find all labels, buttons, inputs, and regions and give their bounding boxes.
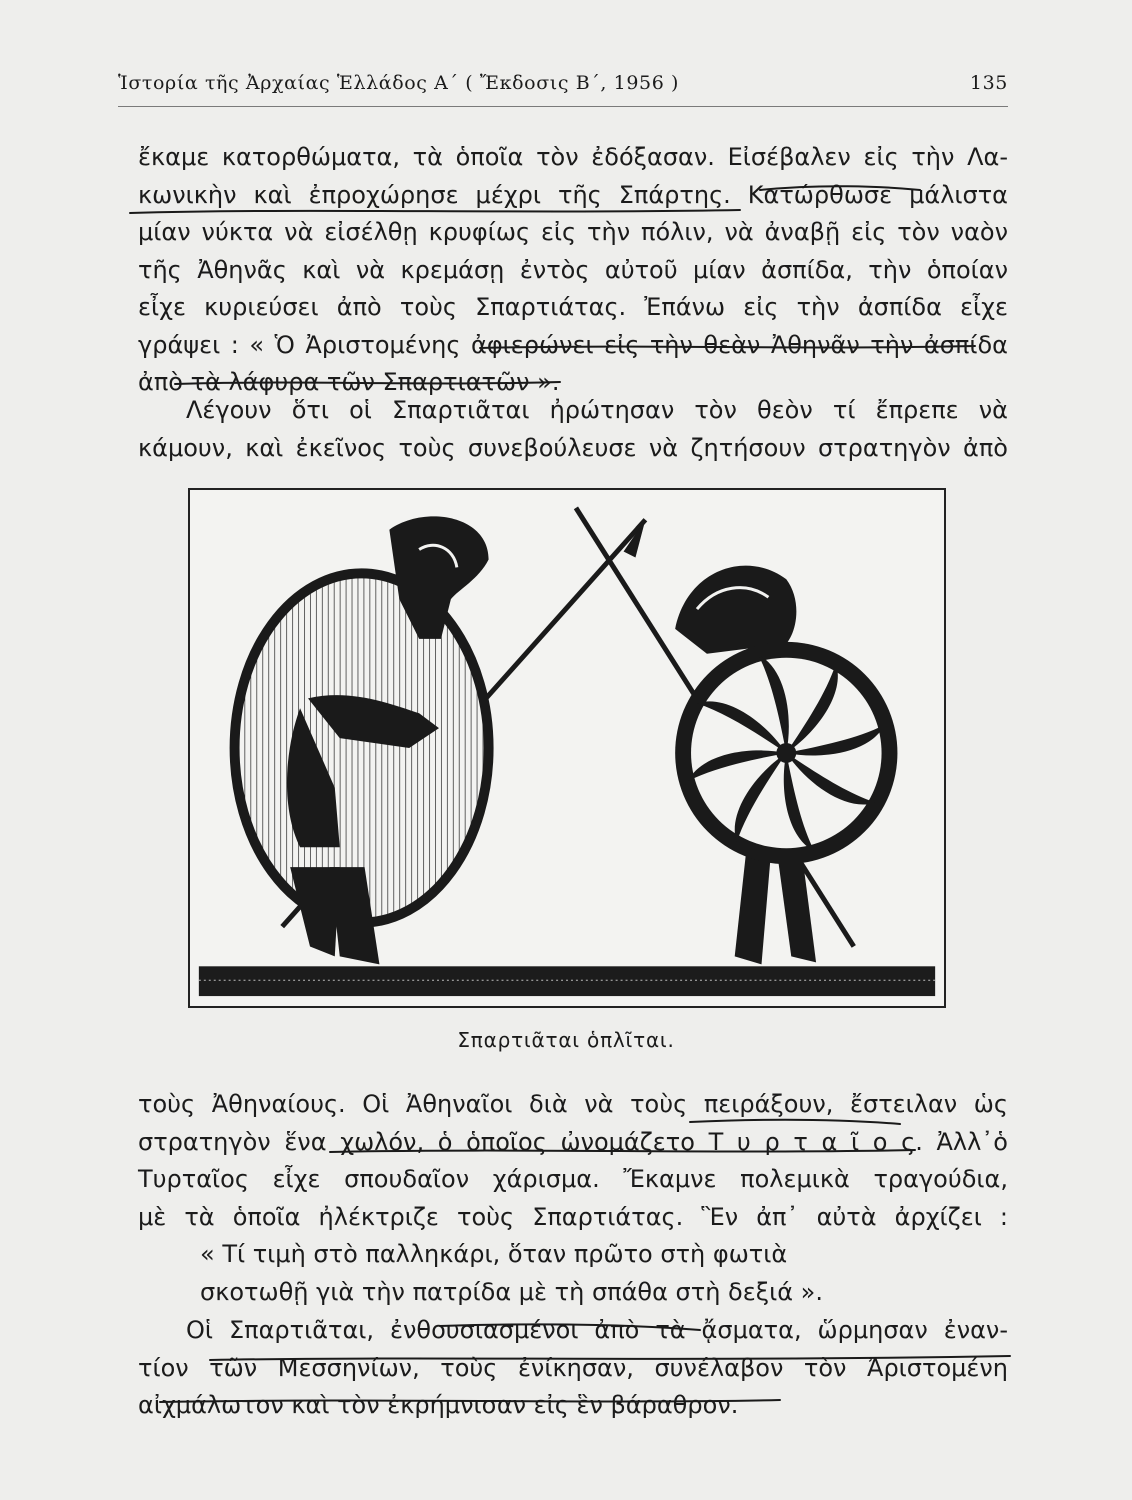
running-title: Ἱστορία τῆς Ἀρχαίας Ἑλλάδος Α΄ ( Ἔκδοσις Β΄, 1956 ): [118, 72, 680, 94]
hoplites-illustration: [188, 488, 946, 1008]
text-line: Λέγουν ὅτι οἱ Σπαρτιᾶται ἠρώτησαν τὸν θεὸν τί ἔπρεπε νὰ: [186, 396, 1008, 424]
verse-line: « Τί τιμὴ στὸ παλληκάρι, ὅταν πρῶτο στὴ φωτιὰ: [200, 1240, 788, 1268]
left-hoplite: [235, 516, 489, 964]
figure-caption: Σπαρτιᾶται ὁπλῖται.: [457, 1028, 675, 1052]
running-header: [118, 72, 1008, 104]
text-line: τίον τῶν Μεσσηνίων, τοὺς ἐνίκησαν, συνέλαβον τὸν Ἀριστομένη: [138, 1353, 1008, 1382]
text-line: τοὺς Ἀθηναίους. Οἱ Ἀθηναῖοι διὰ νὰ τοὺς πειράξουν, ἔστειλαν ὡς: [138, 1090, 1008, 1118]
hoplites-engraving: [190, 490, 944, 1006]
text-line: εἶχε κυριεύσει ἀπὸ τοὺς Σπαρτιάτας. Ἐπάνω εἰς τὴν ἀσπίδα εἶχε: [138, 293, 1008, 321]
text-line: κωνικὴν καὶ ἐπροχώρησε μέχρι τῆς Σπάρτης. Κατώρθωσε μάλιστα: [138, 180, 1008, 209]
paragraph-4: [138, 1312, 1008, 1425]
text-line: αἰχμάλωτον καὶ τὸν ἐκρήμνισαν εἰς ἓν βάραθρον.: [138, 1391, 739, 1419]
verse-line: σκοτωθῇ γιὰ τὴν πατρίδα μὲ τὴ σπάθα στὴ δεξιά ».: [200, 1277, 823, 1306]
text-line: στρατηγὸν ἕνα χωλόν, ὁ ὁποῖος ὠνομάζετο Τ υ ρ τ α ῖ ο ς. Ἀλλ᾽ὁ: [138, 1127, 1008, 1156]
text-line: μὲ τὰ ὁποῖα ἠλέκτριζε τοὺς Σπαρτιάτας. Ἓν ἀπ᾽ αὐτὰ ἀρχίζει :: [138, 1202, 1008, 1231]
text-line: κάμουν, καὶ ἐκεῖνος τοὺς συνεβούλευσε νὰ ζητήσουν στρατηγὸν ἀπὸ: [138, 433, 1008, 462]
text-line: Οἱ Σπαρτιᾶται, ἐνθουσιασμένοι ἀπὸ τὰ ᾄσματα, ὥρμησαν ἐναν-: [186, 1316, 1008, 1344]
page-number: 135: [969, 72, 1008, 94]
header-rule: [118, 106, 1008, 107]
text-line: γράψει : « Ὁ Ἀριστομένης ἀφιερώνει εἰς τὴν θεὰν Ἀθηνᾶν τὴν ἀσπίδα: [138, 330, 1008, 359]
ground-strip: [199, 966, 935, 996]
text-line: μίαν νύκτα νὰ εἰσέλθῃ κρυφίως εἰς τὴν πόλιν, νὰ ἀναβῇ εἰς τὸν ναὸν: [138, 218, 1008, 246]
text-line: Τυρταῖος εἶχε σπουδαῖον χάρισμα. Ἔκαμνε πολεμικὰ τραγούδια,: [138, 1165, 1008, 1193]
text-line: ἀπὸ τὰ λάφυρα τῶν Σπαρτιατῶν ».: [138, 368, 560, 396]
paragraph-3: [138, 1086, 1008, 1236]
paragraph-2: [138, 392, 1008, 467]
paragraph-1: [138, 139, 1008, 402]
right-hoplite: [675, 566, 897, 965]
verse-quote: [138, 1236, 1008, 1311]
text-line: ἔκαμε κατορθώματα, τὰ ὁποῖα τὸν ἐδόξασαν. Εἰσέβαλεν εἰς τὴν Λα-: [138, 143, 1008, 171]
text-line: τῆς Ἀθηνᾶς καὶ νὰ κρεμάσῃ ἐντὸς αὐτοῦ μίαν ἀσπίδα, τὴν ὁποίαν: [138, 255, 1008, 284]
